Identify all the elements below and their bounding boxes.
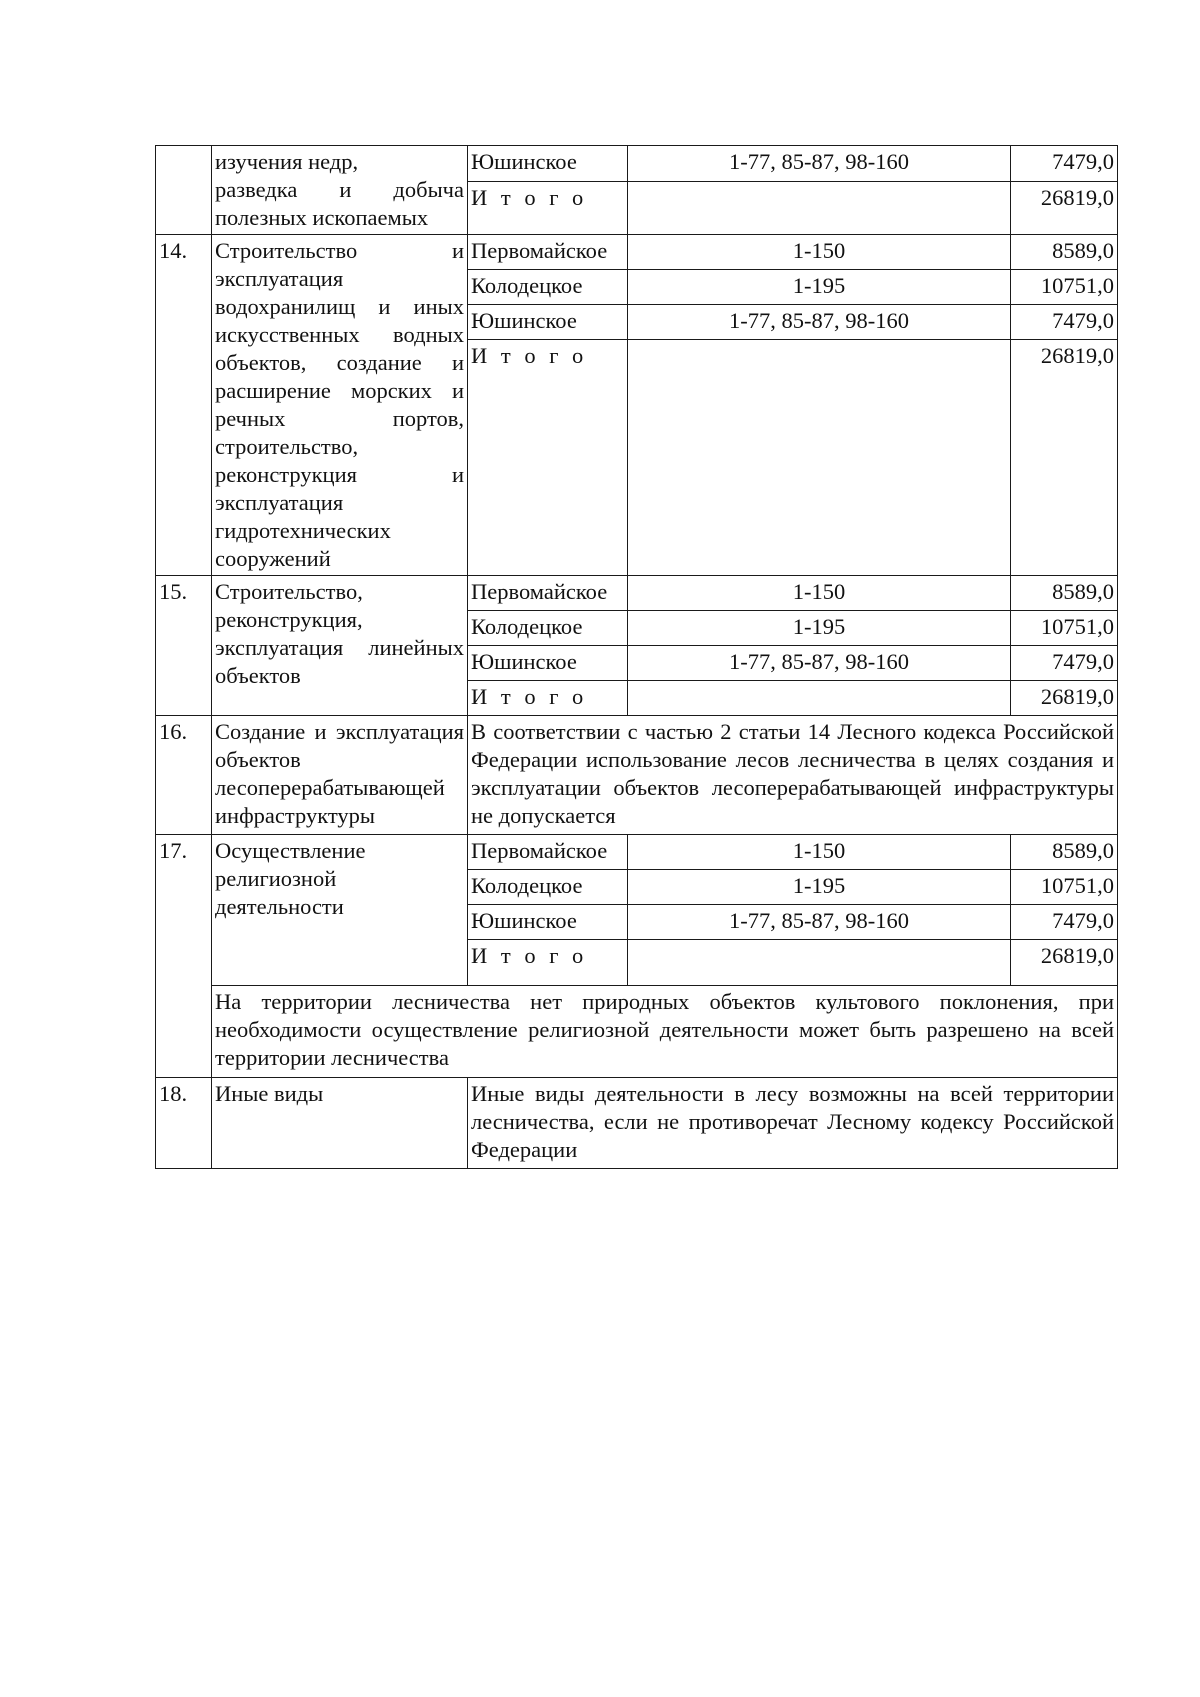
area-cell: 10751,0 — [1011, 270, 1118, 305]
purpose-cell — [212, 146, 468, 235]
total-area: 26819,0 — [1011, 681, 1118, 716]
kvartals-cell: 1-150 — [628, 576, 1011, 611]
kvartals-cell: 1-195 — [628, 270, 1011, 305]
table-row — [156, 235, 1118, 270]
kvartals-cell: 1-77, 85-87, 98-160 — [628, 905, 1011, 940]
total-area: 26819,0 — [1011, 182, 1118, 235]
area-cell: 10751,0 — [1011, 611, 1118, 646]
area-cell: 7479,0 — [1011, 646, 1118, 681]
purpose-line — [215, 148, 464, 176]
purpose-cell: Осуществление религиозной деятельности — [212, 835, 468, 986]
forestry-cell: Первомайское — [468, 235, 628, 270]
forestry-cell: Колодецкое — [468, 870, 628, 905]
forestry-cell: Юшинское — [468, 646, 628, 681]
note-cell: На территории лесничества нет природных объектов культового поклонения, при необходимости осуществление религиозной деятельности может быть разрешено на всей территории лесничества — [212, 986, 1118, 1078]
forestry-cell: Юшинское — [468, 146, 628, 182]
purpose-cell: Строительство и эксплуатация водохранилищ и иных искусственных водных объектов, создание и расширение морских и речных портов, строительство, реконструкция и эксплуатация гидротехнических сооружений — [212, 235, 468, 576]
total-area: 26819,0 — [1011, 940, 1118, 986]
note-cell: В соответствии с частью 2 статьи 14 Лесного кодекса Российской Федерации использование лесов лесничества в целях создания и эксплуатации объектов лесоперерабатывающей инфраструктуры не допускается — [468, 716, 1118, 835]
table-row — [156, 146, 1118, 182]
kvartals-cell — [628, 681, 1011, 716]
purpose-line: разведка и добыча — [215, 177, 464, 202]
table-row — [156, 576, 1118, 611]
row-number: 16. — [156, 716, 212, 835]
area-cell: 7479,0 — [1011, 146, 1118, 182]
purpose-cell: Создание и эксплуатация объектов лесоперерабатывающей инфраструктуры — [212, 716, 468, 835]
purpose-text: изучения недр, — [215, 149, 359, 174]
kvartals-cell: 1-150 — [628, 835, 1011, 870]
kvartals-cell: 1-150 — [628, 235, 1011, 270]
row-number: 18. — [156, 1078, 212, 1169]
kvartals-cell: 1-77, 85-87, 98-160 — [628, 146, 1011, 182]
row-number: 17. — [156, 835, 212, 1078]
table-row — [156, 835, 1118, 870]
table-row — [156, 1078, 1118, 1169]
forestry-cell: Юшинское — [468, 305, 628, 340]
kvartals-cell: 1-77, 85-87, 98-160 — [628, 305, 1011, 340]
kvartals-cell — [628, 182, 1011, 235]
forestry-cell: Первомайское — [468, 835, 628, 870]
total-area: 26819,0 — [1011, 340, 1118, 576]
total-label: И т о г о — [468, 340, 628, 576]
forestry-cell: Колодецкое — [468, 270, 628, 305]
area-cell: 7479,0 — [1011, 905, 1118, 940]
total-label: И т о г о — [468, 940, 628, 986]
note-cell: Иные виды деятельности в лесу возможны на всей территории лесничества, если не противоречат Лесному кодексу Российской Федерации — [468, 1078, 1118, 1169]
purpose-cell: Иные виды — [212, 1078, 468, 1169]
total-label: И т о г о — [468, 182, 628, 235]
table-row — [156, 716, 1118, 835]
purpose-cell: Строительство, реконструкция, эксплуатация линейных объектов — [212, 576, 468, 716]
row-number-cell — [156, 146, 212, 235]
row-number: 15. — [156, 576, 212, 716]
table-row-note — [156, 986, 1118, 1078]
total-label: И т о г о — [468, 681, 628, 716]
kvartals-cell: 1-195 — [628, 611, 1011, 646]
kvartals-cell: 1-77, 85-87, 98-160 — [628, 646, 1011, 681]
area-cell: 8589,0 — [1011, 576, 1118, 611]
area-cell: 8589,0 — [1011, 835, 1118, 870]
forest-use-table — [155, 145, 1118, 1169]
forestry-cell: Юшинское — [468, 905, 628, 940]
kvartals-cell — [628, 940, 1011, 986]
kvartals-cell: 1-195 — [628, 870, 1011, 905]
area-cell: 7479,0 — [1011, 305, 1118, 340]
forestry-cell: Колодецкое — [468, 611, 628, 646]
kvartals-cell — [628, 340, 1011, 576]
forestry-cell: Первомайское — [468, 576, 628, 611]
area-cell: 8589,0 — [1011, 235, 1118, 270]
area-cell: 10751,0 — [1011, 870, 1118, 905]
purpose-line: полезных ископаемых — [215, 205, 429, 230]
row-number: 14. — [156, 235, 212, 576]
